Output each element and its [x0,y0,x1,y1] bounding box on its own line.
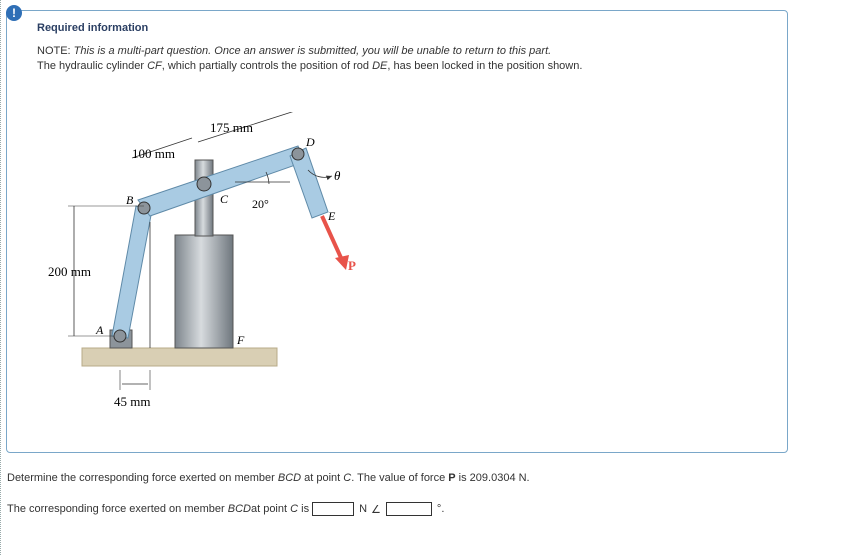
mechanism-figure [40,112,380,412]
answer-c: C [290,503,299,515]
desc-de: DE [372,60,388,72]
pin-a [114,330,126,342]
dim-45-label: 45 mm [114,394,151,409]
pin-c [197,177,211,191]
problem-description [37,60,582,72]
mechanism-diagram [40,112,380,412]
question-bcd: BCD [277,472,302,484]
ground-base [82,348,277,366]
force-p-label: P [348,258,356,273]
question-text-4: is 209.0304 N. [455,472,530,484]
question-p: P [448,472,456,484]
point-f-label: F [237,333,245,347]
answer-text-2: at point [250,503,288,515]
point-e-label: E [328,209,336,223]
dim-200-label: 200 mm [48,264,91,279]
point-b-label: B [126,193,134,207]
force-magnitude-input[interactable] [312,502,354,516]
answer-bcd: BCD [227,503,251,515]
dim-100-label: 100 mm [132,146,175,161]
theta-label: θ [334,168,341,183]
question-text-3: . The value of force [351,472,449,484]
unit-degree: °. [436,503,445,515]
unit-newton: N [359,503,368,515]
force-angle-input[interactable] [386,502,432,516]
note-line [37,45,551,57]
desc-cf: CF [147,60,162,72]
answer-text-1: The corresponding force exerted on member [7,503,225,515]
question-text-2: at point [301,472,344,484]
point-d-label: D [306,135,315,149]
link-ab [112,206,152,338]
pin-b [138,202,150,214]
point-a-label: A [96,323,104,337]
desc-text-3: , has been locked in the position shown. [387,60,583,72]
answer-row [7,502,446,516]
angle-symbol: ∠ [371,503,381,516]
desc-text-2: , which partially controls the position of rod [161,60,373,72]
question-text-1: Determine the corresponding force exerted on member [7,472,278,484]
page-edge [0,0,2,555]
exclamation-icon: ! [6,5,22,21]
answer-text-3: is [301,503,310,515]
hydraulic-cylinder [175,235,233,348]
angle-20-label: 20° [252,197,269,211]
force-p-arrowhead [335,255,349,270]
pin-d [292,148,304,160]
info-title: Required information [37,22,149,34]
question-c: C [343,472,352,484]
note-text: This is a multi-part question. Once an answer is submitted, you will be unable to return to this part. [73,45,552,57]
question-prompt [7,472,530,484]
dim-175-label: 175 mm [210,120,253,135]
point-c-label: C [220,192,229,206]
note-prefix: NOTE: [37,45,74,57]
desc-text-1: The hydraulic cylinder [37,60,148,72]
